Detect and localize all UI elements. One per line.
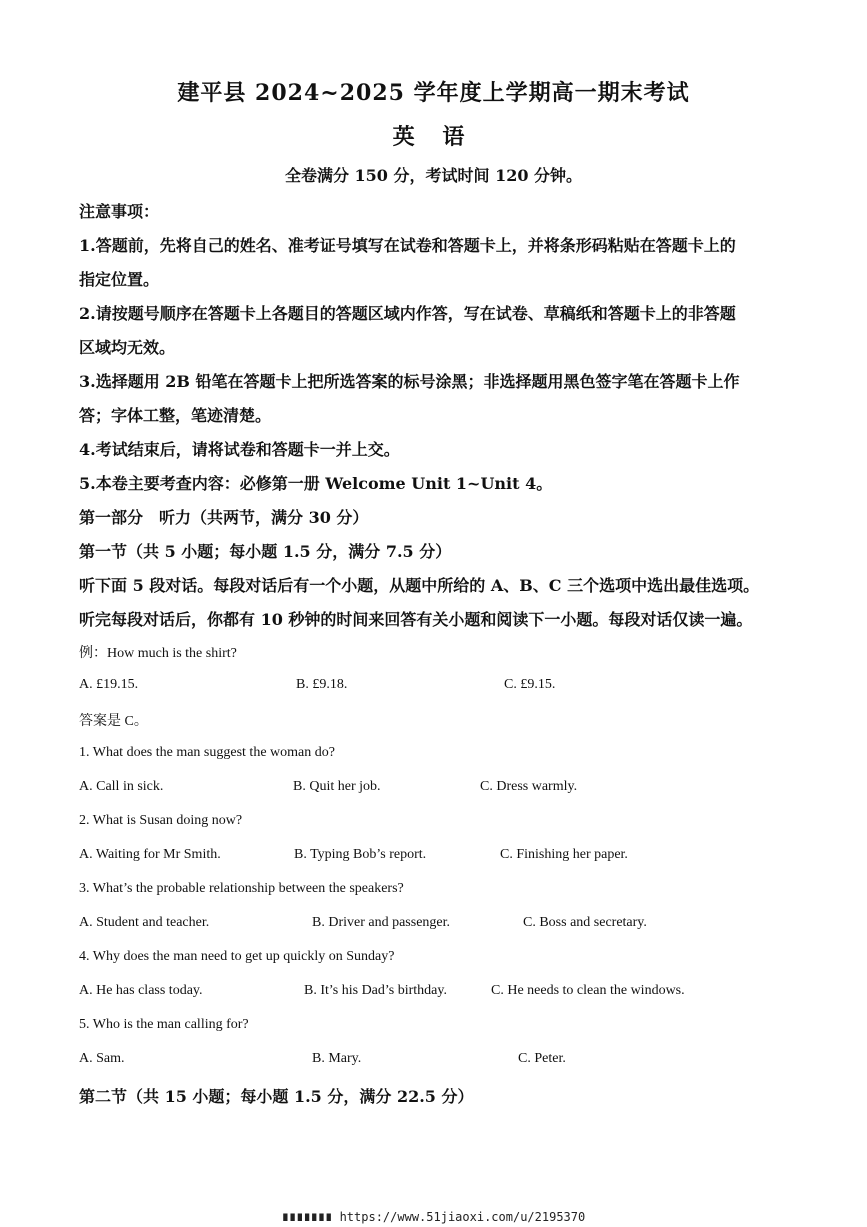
option: A. Sam. [79,1051,125,1066]
footer-url: ∎∎∎∎∎∎∎ https://www.51jiaoxi.com/u/2195370 [281,1210,586,1224]
option: C. Finishing her paper. [500,847,628,862]
option: A. He has class today. [79,983,203,998]
option: B. Typing Bob’s report. [294,847,427,862]
option: A. Student and teacher. [79,915,210,930]
notice-line: 答；字体工整，笔迹清楚。 [79,406,272,425]
notice-line: 4.考试结束后，请将试卷和答题卡一并上交。 [79,440,400,459]
question: 4. Why does the man need to get up quickly on Sunday? [79,949,395,964]
question: 5. Who is the man calling for? [79,1017,249,1032]
option: C. He needs to clean the windows. [491,983,685,998]
notice-line: 1.答题前，先将自己的姓名、准考证号填写在试卷和答题卡上，并将条形码粘贴在答题卡上的 [79,236,736,255]
instruction-line: 听完每段对话后，你都有 10 秒钟的时间来回答有关小题和阅读下一小题。每段对话仅读一遍。 [79,610,753,629]
option: C. Peter. [518,1051,566,1066]
part-heading: 第一部分 听力（共两节，满分 30 分） [79,508,369,527]
example-option: B. £9.18. [296,677,348,692]
option: A. Call in sick. [79,779,164,794]
exam-meta: 全卷满分 150 分，考试时间 120 分钟。 [284,166,583,185]
example-answer: 答案是 C。 [79,714,148,729]
notice-line: 区域均无效。 [79,338,176,357]
subject-title: 英 语 [392,124,475,150]
exam-title: 建平县 2024~2025 学年度上学期高一期末考试 [177,80,690,106]
example-option: A. £19.15. [79,677,139,692]
option: A. Waiting for Mr Smith. [79,847,221,862]
question: 3. What’s the probable relationship between the speakers? [79,881,404,896]
example-option: C. £9.15. [504,677,556,692]
notice-line: 3.选择题用 2B 铅笔在答题卡上把所选答案的标号涂黑；非选择题用黑色签字笔在答题卡上作 [79,372,740,391]
section-heading: 第一节（共 5 小题；每小题 1.5 分，满分 7.5 分） [79,542,452,561]
notice-line: 指定位置。 [79,270,160,289]
question: 2. What is Susan doing now? [79,813,243,828]
option: B. Quit her job. [293,779,381,794]
notice-line: 2.请按题号顺序在答题卡上各题目的答题区域内作答，写在试卷、草稿纸和答题卡上的非答题 [79,304,736,323]
question: 1. What does the man suggest the woman do? [79,745,335,760]
option: B. Driver and passenger. [312,915,451,930]
option: C. Boss and secretary. [523,915,647,930]
notice-heading: 注意事项： [79,202,160,221]
notice-line: 5.本卷主要考查内容：必修第一册 Welcome Unit 1~Unit 4。 [79,474,553,493]
option: B. It’s his Dad’s birthday. [304,983,447,998]
example-question: 例：How much is the shirt? [79,646,237,661]
option: C. Dress warmly. [480,779,578,794]
instruction-line: 听下面 5 段对话。每段对话后有一个小题，从题中所给的 A、B、C 三个选项中选出最佳选项。 [79,576,760,595]
option: B. Mary. [312,1051,362,1066]
section-heading: 第二节（共 15 小题；每小题 1.5 分，满分 22.5 分） [79,1087,474,1106]
